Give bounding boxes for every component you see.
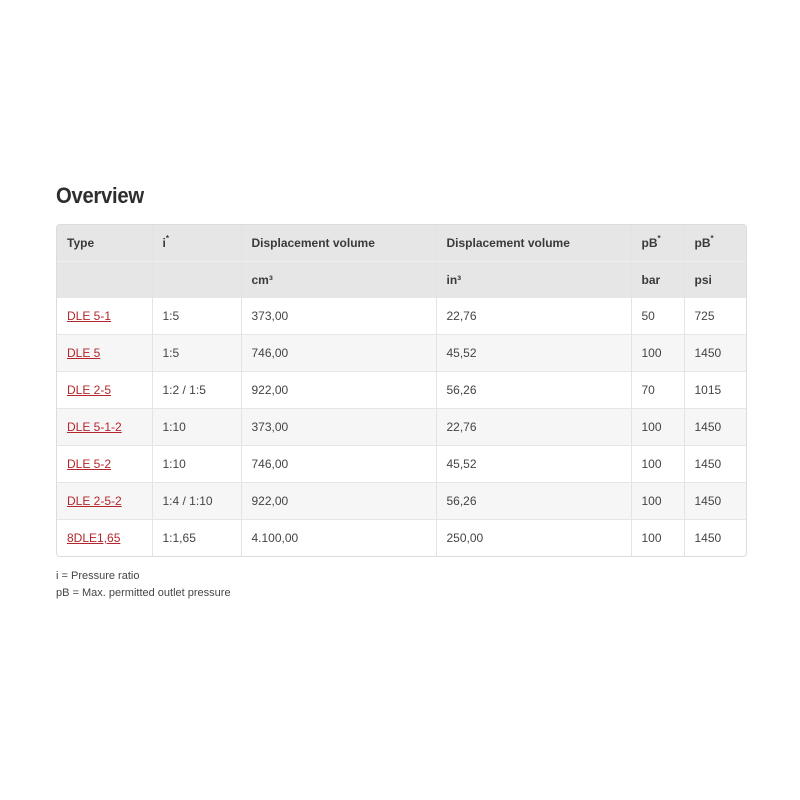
cell-type [57,409,152,446]
header-pb-psi: pB* [684,225,746,262]
cell-type [57,483,152,520]
cell-vol-cm3: 373,00 [241,409,436,446]
cell-pb-bar: 100 [631,483,684,520]
cell-type [57,446,152,483]
table-row [57,409,746,446]
cell-vol-cm3: 373,00 [241,298,436,335]
footnotes [56,568,231,602]
cell-ratio: 1:10 [152,409,241,446]
cell-pb-bar: 70 [631,372,684,409]
cell-vol-cm3: 922,00 [241,483,436,520]
table-row [57,446,746,483]
cell-vol-cm3: 922,00 [241,372,436,409]
table-row [57,483,746,520]
unit-cm3: cm³ [241,262,436,298]
unit-bar: bar [631,262,684,298]
cell-vol-in3: 250,00 [436,520,631,557]
cell-type [57,298,152,335]
header-pb-bar: pB* [631,225,684,262]
cell-vol-cm3: 4.100,00 [241,520,436,557]
cell-type [57,520,152,557]
footnote-ratio: i = Pressure ratio [56,570,140,582]
unit-in3: in³ [436,262,631,298]
cell-ratio: 1:5 [152,298,241,335]
footnote-pb: pB = Max. permitted outlet pressure [56,587,231,599]
header-volume-cm3: Displacement volume [241,225,436,262]
table-unit-row [57,262,746,298]
table-row [57,372,746,409]
header-volume-in3: Displacement volume [436,225,631,262]
table-header-row [57,225,746,262]
cell-vol-in3: 56,26 [436,372,631,409]
unit-type [57,262,152,298]
cell-vol-in3: 22,76 [436,298,631,335]
cell-vol-cm3: 746,00 [241,446,436,483]
cell-pb-psi: 1450 [684,520,746,557]
cell-pb-psi: 1450 [684,335,746,372]
cell-pb-psi: 725 [684,298,746,335]
cell-type [57,372,152,409]
cell-pb-psi: 1450 [684,446,746,483]
cell-pb-bar: 100 [631,520,684,557]
cell-pb-bar: 100 [631,409,684,446]
table-row [57,520,746,557]
cell-pb-bar: 100 [631,335,684,372]
product-type-link[interactable]: DLE 5-2 [67,457,112,471]
cell-pb-psi: 1015 [684,372,746,409]
cell-ratio: 1:5 [152,335,241,372]
cell-ratio: 1:10 [152,446,241,483]
unit-ratio [152,262,241,298]
unit-psi: psi [694,272,712,287]
cell-pb-bar: 50 [631,298,684,335]
cell-type [57,335,152,372]
product-type-link[interactable]: DLE 2-5-2 [67,494,122,508]
table-row [57,298,746,335]
cell-vol-cm3: 746,00 [241,335,436,372]
cell-vol-in3: 56,26 [436,483,631,520]
cell-ratio: 1:4 / 1:10 [152,483,241,520]
cell-vol-in3: 22,76 [436,409,631,446]
product-type-link[interactable]: DLE 2-5 [67,383,112,397]
header-ratio: i* [152,225,241,262]
overview-table [56,224,747,557]
cell-pb-psi: 1450 [684,483,746,520]
cell-vol-in3: 45,52 [436,446,631,483]
cell-vol-in3: 45,52 [436,335,631,372]
cell-ratio: 1:1,65 [152,520,241,557]
header-type: Type [57,225,152,262]
section-title: Overview [56,183,144,208]
cell-ratio: 1:2 / 1:5 [152,372,241,409]
product-type-link[interactable]: 8DLE1,65 [67,531,121,545]
product-type-link[interactable]: DLE 5-1-2 [67,420,122,434]
product-type-link[interactable]: DLE 5-1 [67,309,112,323]
cell-pb-psi: 1450 [684,409,746,446]
table-row [57,335,746,372]
cell-pb-bar: 100 [631,446,684,483]
product-type-link[interactable]: DLE 5 [67,346,101,360]
